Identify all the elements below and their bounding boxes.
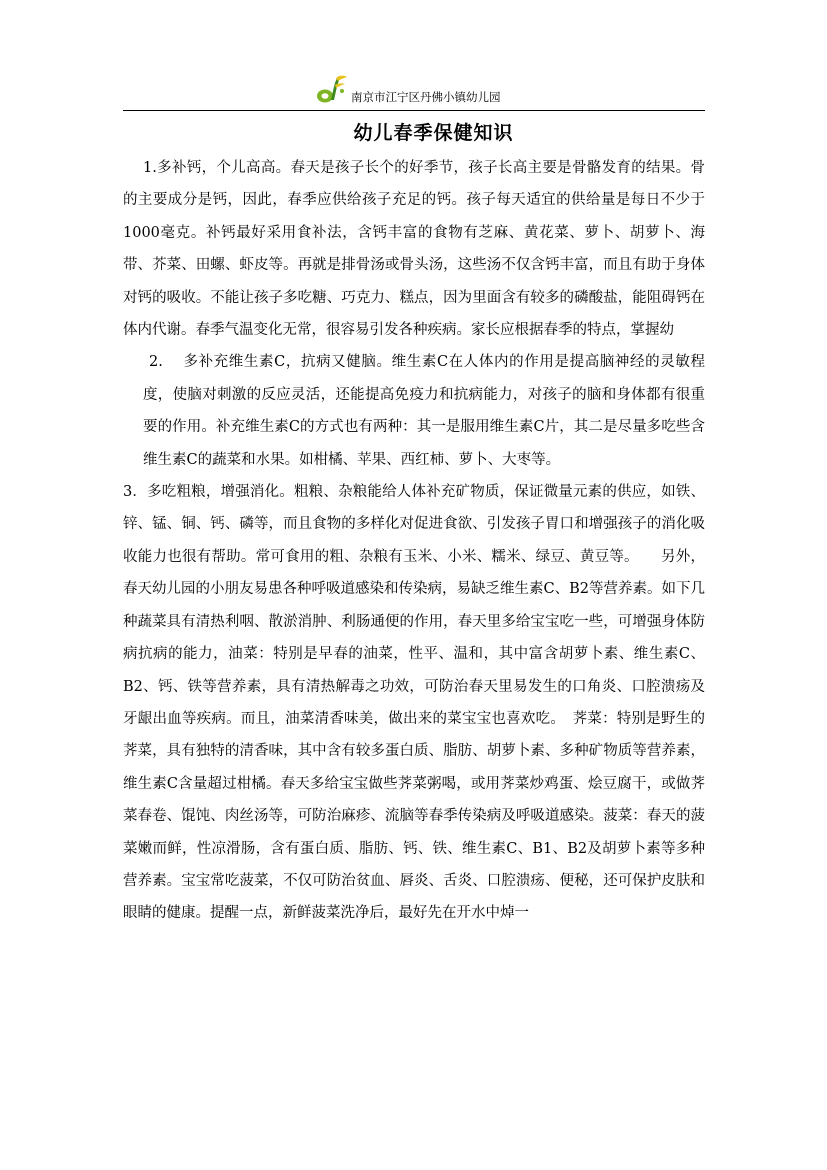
kindergarten-logo	[315, 72, 349, 106]
paragraph-text: 多补充维生素C，抗病又健脑。维生素C在人体内的作用是提高脑神经的灵敏程度，使脑对刺激的反应灵活，还能提高免疫力和抗病能力，对孩子的脑和身体都有很重要的作用。补充维生素C的方式也有两种：其一是服用维生素C片，其二是尽量多吃些含维生素C的蔬菜和水果。如柑橘、苹果、西红柿、萝卜、大枣等。	[143, 354, 705, 468]
paragraph-coarse-grains: 3．多吃粗粮，增强消化。粗粮、杂粮能给人体补充矿物质，保证微量元素的供应，如铁、锌、锰、铜、钙、磷等，而且食物的多样化对促进食欲、引发孩子胃口和增强孩子的消化吸收能力也很有帮助。常可食用的粗、杂粮有玉米、小米、糯米、绿豆、黄豆等。 另外，春天幼儿园的小朋友易患各种呼吸道感染和传染病，易缺乏维生素C、B2等营养素。如下几种蔬菜具有清热利咽、散淤消肿、利肠通便的作用，春天里多给宝宝吃一些，可增强身体防病抗病的能力，油菜：特别是早春的油菜，性平、温和，其中富含胡萝卜素、维生素C、B2、钙、铁等营养素，具有清热解毒之功效，可防治春天里易发生的口角炎、口腔溃疡及牙龈出血等疾病。而且，油菜清香味美，做出来的菜宝宝也喜欢吃。 荠菜：特别是野生的荠菜，具有独特的清香味，其中含有较多蛋白质、脂肪、胡萝卜素、多种矿物质等营养素，维生素C含量超过柑橘。春天多给宝宝做些荠菜粥喝，或用荠菜炒鸡蛋、烩豆腐干，或做荠菜春卷、馄饨、肉丝汤等，可防治麻疹、流脑等春季传染病及呼吸道感染。菠菜：春天的菠菜嫩而鲜，性凉滑肠，含有蛋白质、脂肪、钙、铁、维生素C、B1、B2及胡萝卜素等多种营养素。宝宝常吃菠菜，不仅可防治贫血、唇炎、舌炎、口腔溃疡、便秘，还可保护皮肤和眼睛的健康。提醒一点，新鲜菠菜洗净后，最好先在开水中焯一	[123, 484, 705, 922]
paragraph-vitamin-c	[123, 346, 705, 476]
document-body	[123, 152, 705, 930]
page-header	[123, 68, 705, 111]
document-title: 幼儿春季保健知识	[353, 122, 514, 144]
paragraph-calcium: 1.多补钙，个儿高高。春天是孩子长个的好季节，孩子长高主要是骨骼发育的结果。骨的主要成分是钙，因此，春季应供给孩子充足的钙。孩子每天适宜的供给量是每日不少于1000毫克。补钙最好采用食补法，含钙丰富的食物有芝麻、黄花菜、萝卜、胡萝卜、海带、芥菜、田螺、虾皮等。再就是排骨汤或骨头汤，这些汤不仅含钙丰富，而且有助于身体对钙的吸收。不能让孩子多吃糖、巧克力、糕点，因为里面含有较多的磷酸盐，能阻碍钙在体内代谢。春季气温变化无常，很容易引发各种疾病。家长应根据春季的特点，掌握幼	[123, 160, 705, 339]
school-name: 南京市江宁区丹佛小镇幼儿园	[351, 90, 501, 104]
paragraph-number: 2.	[149, 354, 163, 371]
